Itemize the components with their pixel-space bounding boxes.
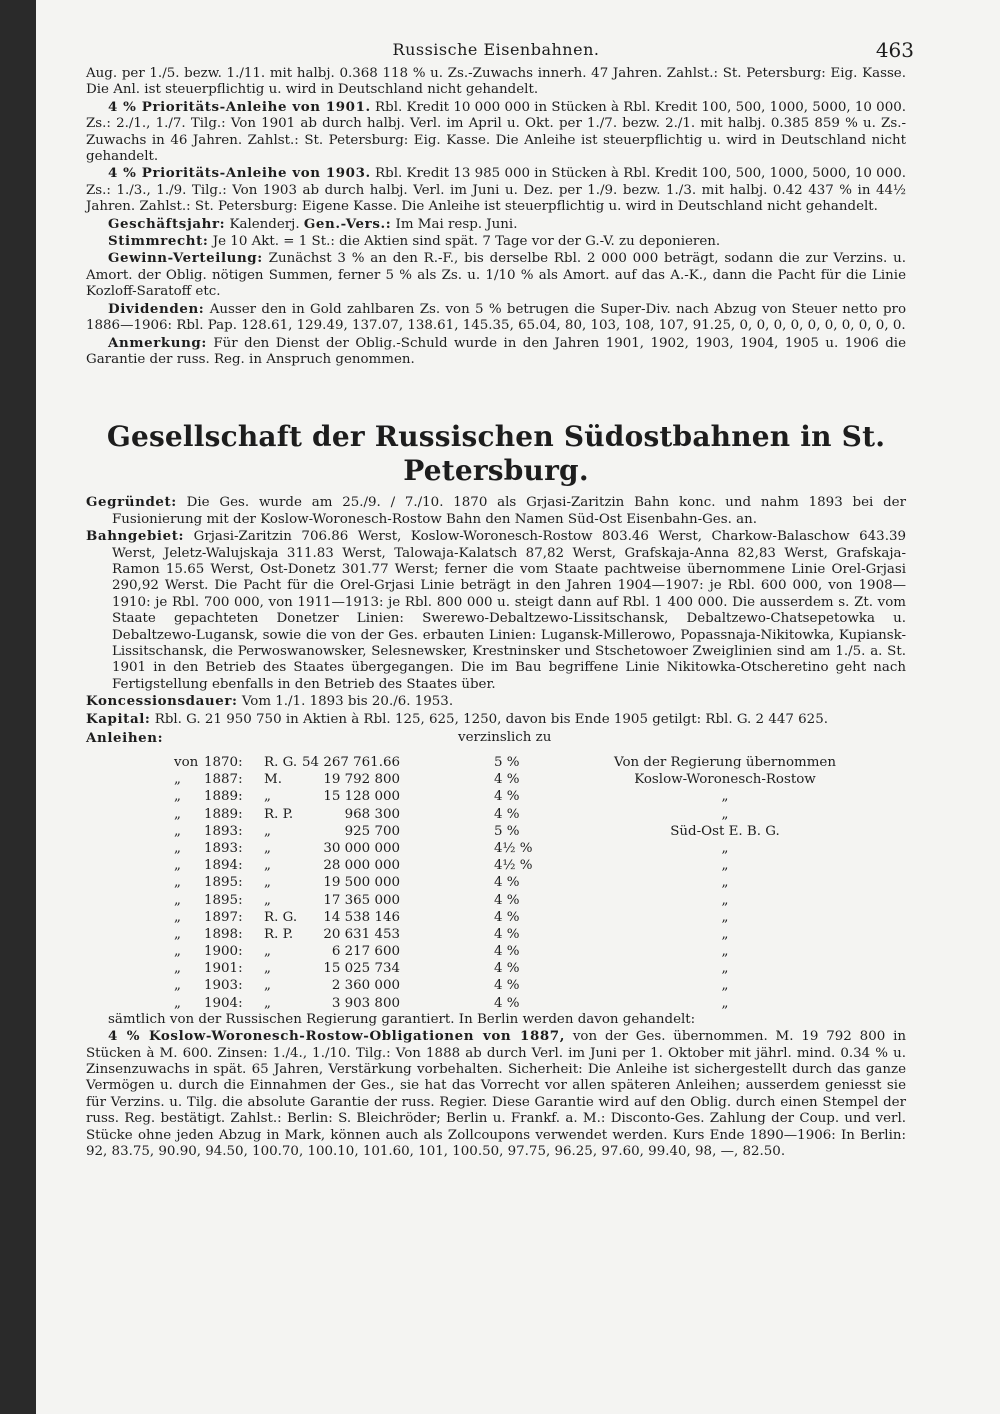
loan-1903-text: Rbl. Kredit 13 985 000 in Stücken à Rbl. Kredit 100, 500, 1000, 5000, 10 000. Zs.: 1./3., 1./9. Tilg.: Von 1903 ab durch halbj. Verl. im Juni u. Dez. per 1./9. bezw. 1./3. mit halbj. 0.42 437 % in 44½ Jahren. Zahlst.: St. Petersburg: Eigene Kasse. Die Anleihe ist steuerpflichtig u. wird in Deutschland nicht gehandelt. (86, 166, 906, 215)
loan-currency: „ (264, 961, 271, 977)
profit-paragraph (86, 250, 906, 300)
loan-amount: 15 128 000 (323, 789, 400, 805)
loan-row (86, 909, 906, 926)
loan-prefix: „ (174, 789, 181, 805)
loan-amount: 2 360 000 (331, 978, 400, 994)
voting-paragraph (86, 233, 906, 250)
loan-currency: M. (264, 772, 282, 788)
dividend-text: Ausser den in Gold zahlbaren Zs. von 5 % betrugen die Super-Div. nach Abzug von Steuer netto pro 1886—1906: Rbl. Pap. 128.61, 129.49, 137.07, 138.61, 145.35, 65.04, 80, 103, 108, 107, 91.25, 0, 0, 0, 0, 0, 0, 0, 0, 0, 0. (86, 301, 907, 334)
loan-prefix: „ (174, 806, 181, 822)
fiscal-meeting-paragraph (86, 216, 906, 233)
loan-1901-label: 4 % Prioritäts-Anleihe von 1901. (108, 98, 371, 115)
loan-amount: 968 300 (344, 806, 400, 822)
loan-year: 1897: (204, 909, 243, 925)
loan-1903-paragraph (86, 165, 906, 215)
loan-currency: „ (264, 875, 271, 891)
loan-rate: 4 % (494, 926, 520, 942)
loan-prefix: „ (174, 858, 181, 874)
founded-paragraph (86, 494, 906, 528)
loans-header (86, 730, 906, 750)
loan-amount: 19 500 000 (323, 875, 400, 891)
loan-note: „ (721, 806, 729, 822)
loan-note: Koslow-Woronesch-Rostow (634, 772, 816, 788)
continued-paragraph: Aug. per 1./5. bezw. 1./11. mit halbj. 0.368 118 % u. Zs.-Zuwachs innerh. 47 Jahren. Zahlst.: St. Petersburg: Eig. Kasse. Die Anl. ist steuerpflichtig u. wird in Deutschland nicht gehandelt. (86, 66, 906, 98)
capital-label: Kapital: (86, 710, 151, 727)
loan-row (86, 892, 906, 909)
loan-amount: 28 000 000 (323, 858, 400, 874)
loan-year: 1895: (204, 875, 243, 891)
loan-note: „ (721, 995, 729, 1011)
loan-currency: „ (264, 840, 271, 856)
loan-row (86, 806, 906, 823)
loan-currency: „ (264, 995, 271, 1011)
loan-year: 1903: (204, 978, 243, 994)
loan-currency: „ (264, 978, 271, 994)
loans-interest-header: verzinslich zu (458, 730, 552, 745)
network-paragraph (86, 528, 906, 693)
loan-1901-text: Rbl. Kredit 10 000 000 in Stücken à Rbl. Kredit 100, 500, 1000, 5000, 10 000. Zs.: 2./1., 1./7. Tilg.: Von 1901 ab durch halbj. Verl. im April u. Okt. per 1./7. bezw. 2./1. mit halbj. 0.385 859 % u. Zs.-Zuwachs in 46 Jahren. Zahlst.: St. Petersburg: Eig. Kasse. Die Anleihe ist steuerpflichtig u. wird in Deutschland nicht gehandelt. (86, 99, 906, 165)
fiscal-label: Geschäftsjahr: (108, 215, 226, 232)
loan-amount: 54 267 761.66 (302, 755, 400, 770)
scan-binding-edge (0, 0, 36, 1414)
loan-prefix: „ (174, 909, 181, 925)
loan-year: 1898: (204, 926, 243, 942)
loan-amount: 17 365 000 (323, 892, 400, 908)
loan-row (86, 943, 906, 960)
oblig-label: 4 % Koslow-Woronesch-Rostow-Obligationen von 1887, (108, 1028, 565, 1045)
loan-rate: 4 % (494, 806, 520, 822)
page-number: 463 (875, 38, 914, 62)
loan-year: 1900: (204, 944, 243, 960)
loan-row (86, 771, 906, 788)
loan-rate: 4 % (494, 909, 520, 925)
loan-rate: 4 % (494, 995, 520, 1011)
loan-rate: 4 % (494, 944, 520, 960)
loan-prefix: „ (174, 875, 181, 891)
guarantee-paragraph: sämtlich von der Russischen Regierung garantiert. In Berlin werden davon gehandelt: (108, 1011, 696, 1027)
loan-amount: 3 903 800 (331, 995, 400, 1011)
network-label: Bahngebiet: (86, 528, 185, 545)
loan-prefix: „ (174, 961, 181, 977)
loan-row (86, 926, 906, 943)
loan-prefix: „ (174, 978, 181, 994)
loan-row (86, 788, 906, 805)
loan-rate: 4 % (494, 875, 520, 891)
loan-note: „ (721, 875, 729, 891)
loan-currency: R. G. (264, 909, 298, 925)
remark-paragraph (86, 335, 906, 369)
loan-rate: 4 % (494, 772, 520, 788)
loan-currency: „ (264, 944, 271, 960)
founded-text: Die Ges. wurde am 25./9. / 7./10. 1870 als Grjasi-Zaritzin Bahn konc. und nahm 1893 bei der Fusionierung mit der Koslow-Woronesch-Rostow Bahn den Namen Süd-Ost Eisenbahn-Ges. an. (112, 495, 906, 527)
loan-row (86, 960, 906, 977)
loan-amount: 925 700 (344, 823, 400, 839)
loan-note: Süd-Ost E. B. G. (670, 823, 780, 839)
voting-label: Stimmrecht: (108, 233, 209, 250)
loan-prefix: von (174, 755, 199, 770)
loan-prefix: „ (174, 840, 181, 856)
loan-prefix: „ (174, 772, 181, 788)
loan-amount: 30 000 000 (323, 840, 400, 856)
loan-note: „ (721, 944, 729, 960)
remark-label: Anmerkung: (108, 334, 207, 351)
loan-year: 1901: (204, 961, 243, 977)
remark-text: Für den Dienst der Oblig.-Schuld wurde in den Jahren 1901, 1902, 1903, 1904, 1905 u. 1906 die Garantie der russ. Reg. in Anspruch genommen. (86, 335, 906, 367)
dividend-label: Dividenden: (108, 300, 205, 317)
loan-note: „ (721, 892, 729, 908)
loan-note: „ (721, 961, 729, 977)
loan-row (86, 823, 906, 840)
founded-label: Gegründet: (86, 494, 177, 511)
loans-table (86, 754, 906, 1012)
loan-note: Von der Regierung übernommen (614, 755, 836, 770)
loan-prefix: „ (174, 944, 181, 960)
loan-prefix: „ (174, 823, 181, 839)
loan-amount: 6 217 600 (331, 944, 400, 960)
capital-paragraph (86, 711, 906, 728)
page-header (86, 38, 914, 66)
loan-note: „ (721, 789, 729, 805)
profit-label: Gewinn-Verteilung: (108, 250, 263, 267)
loan-prefix: „ (174, 995, 181, 1011)
loan-amount: 20 631 453 (323, 926, 400, 942)
previous-company-section (86, 66, 906, 368)
loan-rate: 4½ % (494, 858, 533, 874)
loan-note: „ (721, 909, 729, 925)
loan-note: „ (721, 858, 729, 874)
loan-row (86, 874, 906, 891)
network-text: Grjasi-Zaritzin 706.86 Werst, Koslow-Woronesch-Rostow 803.46 Werst, Charkow-Balaschow 643.39 Werst, Jeletz-Walujskaja 311.83 Werst, Talowaja-Kalatsch 87,82 Werst, Grafskaja-Anna 82,83 Werst, Grafskaja-Ramon 15.65 Werst, Ost-Donetz 301.77 Werst; ferner die vom Staate pachtweise übernommene Linie Orel-Grjasi 290,92 Werst. Die Pacht für die Orel-Grjasi Linie beträgt in den Jahren 1904—1907: je Rbl. 600 000, von 1908—1910: je Rbl. 700 000, von 1911—1913: je Rbl. 800 000 u. steigt dann auf Rbl. 1 400 000. Die ausserdem s. Zt. vom Staate gepachteten Donetzer Linien: Swerewo-Debaltzewo-Lissitschansk, Debaltzewo-Chatsepetowka u. Debaltzewo-Lugansk, sowie die von der Ges. erbauten Linien: Lugansk-Millerowo, Popassnaja-Nikitowka, Kupiansk-Lissitschansk, die Perwoswanowsker, Selesnewsker, Krestninsker und Stschetowoer Zweiglinien sind am 1./5. a. St. 1901 in den Betrieb des Staates übergegangen. Die im Bau begriffene Linie Nikitowka-Otscheretino geht nach Fertigstellung ebenfalls in den Betrieb des Staates über. (112, 529, 906, 692)
loan-currency: R. P. (264, 926, 294, 942)
loan-1901-paragraph (86, 99, 906, 166)
meeting-text: Im Mai resp. Juni. (395, 216, 518, 232)
loan-currency: R. G. (264, 755, 298, 770)
concession-label: Koncessionsdauer: (86, 693, 238, 710)
loan-rate: 5 % (494, 823, 520, 839)
voting-text: Je 10 Akt. = 1 St.: die Aktien sind spät. 7 Tage vor der G.-V. zu deponieren. (212, 234, 721, 250)
loan-year: 1870: (204, 755, 243, 770)
loan-year: 1889: (204, 789, 243, 805)
loan-amount: 15 025 734 (323, 961, 400, 977)
loan-row (86, 840, 906, 857)
capital-text: Rbl. G. 21 950 750 in Aktien à Rbl. 125, 625, 1250, davon bis Ende 1905 getilgt: Rbl. G. 2 447 625. (154, 711, 828, 727)
meeting-label: Gen.-Vers.: (303, 215, 392, 232)
fiscal-text: Kalenderj. (229, 216, 300, 232)
loan-year: 1887: (204, 772, 243, 788)
loan-currency: „ (264, 823, 271, 839)
running-title: Russische Eisenbahnen. (392, 40, 600, 59)
loan-rate: 4 % (494, 892, 520, 908)
loan-row (86, 857, 906, 874)
company-section (86, 420, 906, 1160)
loan-row (86, 754, 906, 771)
loan-rate: 4 % (494, 978, 520, 994)
loan-note: „ (721, 926, 729, 942)
loan-note: „ (721, 840, 729, 856)
dividend-paragraph (86, 301, 906, 335)
loan-currency: „ (264, 789, 271, 805)
loan-prefix: „ (174, 892, 181, 908)
loan-row (86, 995, 906, 1012)
loan-rate: 4 % (494, 789, 520, 805)
loan-prefix: „ (174, 926, 181, 942)
concession-paragraph (86, 693, 906, 710)
company-title: Gesellschaft der Russischen Südostbahnen in St. Petersburg. (106, 420, 886, 488)
loan-year: 1904: (204, 995, 243, 1011)
book-page (86, 38, 914, 1160)
loan-row (86, 977, 906, 994)
loan-year: 1894: (204, 858, 243, 874)
oblig-paragraph (86, 1028, 906, 1160)
loan-rate: 5 % (494, 755, 520, 770)
loan-currency: „ (264, 858, 271, 874)
profit-text: Zunächst 3 % an den R.-F., bis derselbe Rbl. 2 000 000 beträgt, sodann die zur Verzins. u. Amort. der Oblig. nötigen Summen, ferner 5 % als Zs. u. 1/10 % als Amort. auf das A.-K., dann die Pacht für die Linie Kozloff-Saratoff etc. (86, 251, 906, 300)
loans-label: Anleihen: (86, 730, 164, 746)
loan-note: „ (721, 978, 729, 994)
loan-year: 1893: (204, 840, 243, 856)
oblig-text: von der Ges. übernommen. M. 19 792 800 in Stücken à M. 600. Zinsen: 1./4., 1./10. Tilg.: Von 1888 ab durch Verl. im Juni per 1. Oktober mit jährl. mind. 0.34 % u. Zinsenzuwachs in spät. 65 Jahren, Verstärkung vorbehalten. Sicherheit: Die Anleihe ist sichergestellt durch das ganze Vermögen u. durch die Einnahmen der Ges., sie hat das Vorrecht vor allen späteren Anleihen; ausserdem geniesst sie für Verzins. u. Tilg. die absolute Garantie der russ. Regier. Diese Garantie wird auf den Oblig. durch einen Stempel der russ. Reg. bestätigt. Zahlst.: Berlin: S. Bleichröder; Berlin u. Frankf. a. M.: Disconto-Ges. Zahlung der Coup. und verl. Stücke ohne jeden Abzug in Mark, können auch als Zollcoupons verwendet werden. Kurs Ende 1890—1906: In Berlin: 92, 83.75, 90.90, 94.50, 100.70, 100.10, 101.60, 101, 100.50, 97.75, 96.25, 97.60, 99.40, 98, —, 82.50. (86, 1029, 907, 1160)
loan-year: 1895: (204, 892, 243, 908)
concession-text: Vom 1./1. 1893 bis 20./6. 1953. (241, 694, 454, 710)
loan-currency: R. P. (264, 806, 294, 822)
loan-year: 1893: (204, 823, 243, 839)
loan-currency: „ (264, 892, 271, 908)
loan-1903-label: 4 % Prioritäts-Anleihe von 1903. (108, 165, 371, 182)
loan-amount: 19 792 800 (323, 772, 400, 788)
loan-year: 1889: (204, 806, 243, 822)
loan-rate: 4 % (494, 961, 520, 977)
loan-amount: 14 538 146 (323, 909, 400, 925)
loan-rate: 4½ % (494, 840, 533, 856)
